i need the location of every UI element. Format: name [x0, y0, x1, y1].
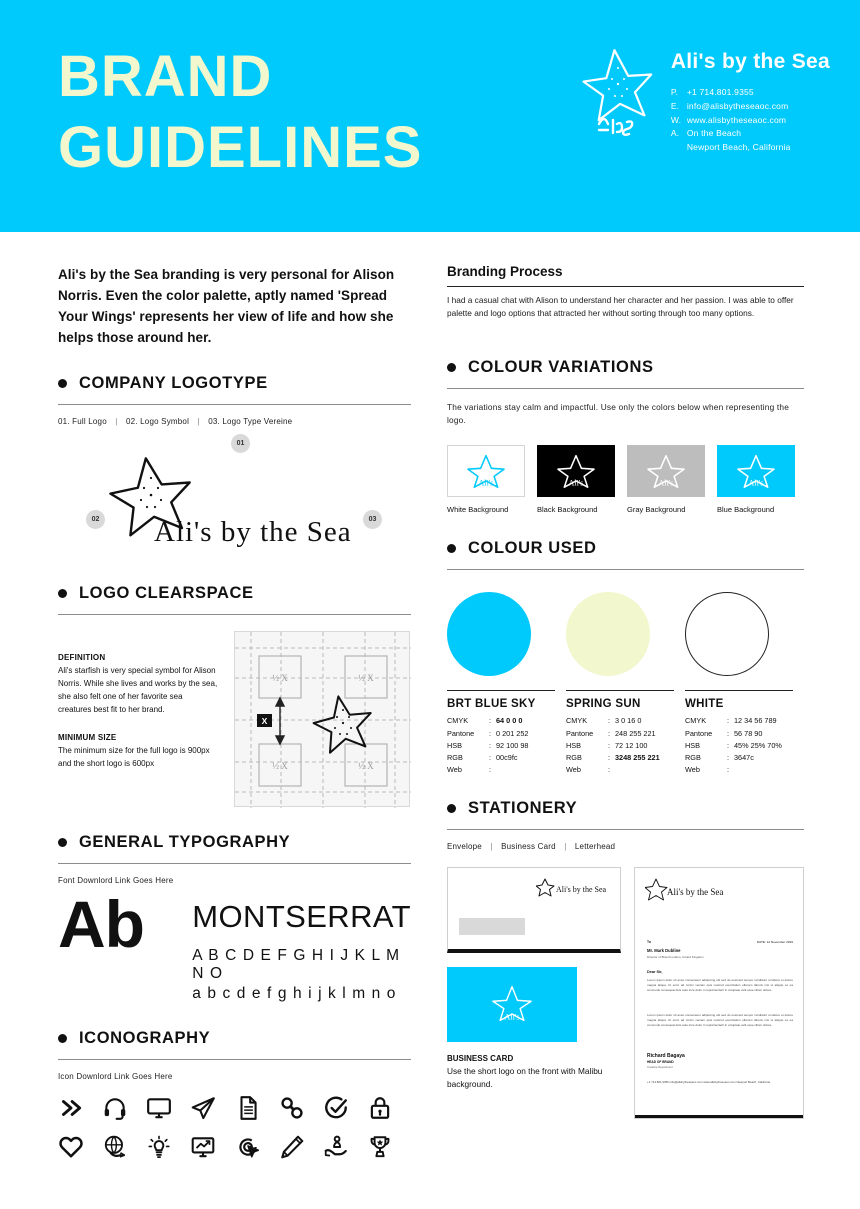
colour-spec-row: [447, 728, 566, 740]
contact-value: Newport Beach, California: [686, 142, 791, 153]
swatch-gray-background[interactable]: [627, 445, 705, 514]
clearspace-diagram: [234, 631, 410, 807]
bullet-dot-icon: [447, 363, 456, 372]
contact-value: +1 714.801.9355: [686, 87, 754, 97]
spec-colon: :: [727, 728, 730, 738]
colour-divider: [566, 690, 674, 691]
svg-text:½ X: ½ X: [272, 761, 288, 772]
minimum-size-heading: MINIMUM SIZE: [58, 733, 117, 742]
pencil-icon[interactable]: [279, 1134, 323, 1160]
alphabet-uppercase: A B C D E F G H I J K L M N O: [192, 947, 401, 983]
colour-spec-row: [566, 715, 685, 727]
spec-colon: :: [608, 728, 611, 738]
section-divider: [58, 614, 411, 615]
svg-text:Ali's: Ali's: [568, 478, 584, 488]
section-header: [58, 584, 411, 603]
colour-spec-row: [447, 752, 566, 764]
bullet-dot-icon: [58, 379, 67, 388]
full-logo: [106, 450, 396, 550]
swatch-label: Gray Background: [627, 505, 686, 515]
svg-text:Ali's by the Sea: Ali's by the Sea: [154, 516, 352, 549]
letterhead-signature-role: HEAD OF BRAND: [647, 1059, 674, 1064]
stationery-item-envelope: Envelope: [447, 841, 482, 851]
swatch-preview: [447, 445, 525, 497]
colour-used-row: [447, 586, 804, 776]
section-title: GENERAL TYPOGRAPHY: [79, 833, 291, 852]
branding-process-divider: [447, 286, 804, 287]
headset-icon[interactable]: [102, 1095, 146, 1121]
section-title: COMPANY LOGOTYPE: [79, 374, 268, 393]
spec-colon: :: [727, 716, 730, 726]
letterhead-date: DATE: 12 November 2019: [756, 939, 793, 944]
spec-value: 12 34 56 789: [734, 716, 777, 726]
spec-colon: :: [489, 740, 492, 750]
svg-text:Ali's: Ali's: [504, 1012, 520, 1022]
svg-text:Ali's: Ali's: [478, 478, 494, 488]
bullet-dot-icon: [447, 544, 456, 553]
letterhead-signature-name: Richard Bagaya: [647, 1052, 685, 1059]
contact-item: [671, 141, 830, 155]
spec-value: 64 0 0 0: [496, 716, 523, 726]
type-sample-ab: Ab: [58, 887, 144, 962]
lightbulb-icon[interactable]: [146, 1134, 190, 1160]
colour-spec-row: [566, 728, 685, 740]
swatch-label: Blue Background: [717, 505, 775, 515]
colour-name: WHITE: [685, 698, 724, 711]
spec-key: RGB: [566, 753, 582, 763]
document-icon[interactable]: [235, 1095, 279, 1121]
swatch-row: [447, 445, 804, 514]
colour-circle-wrap: [566, 586, 685, 682]
separator: |: [197, 417, 200, 427]
colour-circle-wrap: [685, 586, 804, 682]
spec-key: Pantone: [447, 728, 475, 738]
business-card-heading: BUSINESS CARD: [447, 1053, 514, 1063]
branding-process-body: I had a casual chat with Alison to understand her character and her passion. I was able to offer palette and logo options that attracted her without sorting through too many options.: [447, 295, 794, 319]
contact-item: [671, 114, 830, 128]
spec-colon: :: [608, 740, 611, 750]
font-download-link[interactable]: Font Downlord Link Goes Here: [58, 876, 174, 886]
separator: |: [490, 841, 493, 851]
colour-swatch-circle: [447, 592, 531, 676]
spec-value: 3 0 16 0: [615, 716, 642, 726]
monitor-icon[interactable]: [146, 1095, 190, 1121]
spec-key: CMYK: [447, 716, 469, 726]
contact-key: A.: [670, 128, 680, 139]
contact-item: [671, 100, 830, 114]
hand-person-icon[interactable]: [323, 1134, 367, 1160]
spec-key: HSB: [566, 740, 582, 750]
logo-badge-03: 03: [363, 510, 382, 529]
bullet-dot-icon: [58, 838, 67, 847]
section-iconography: [58, 1029, 411, 1160]
minimum-size-body: The minimum size for the full logo is 900px and the short logo is 600px: [58, 746, 210, 768]
swatch-black-background[interactable]: [537, 445, 615, 514]
definition-heading: DEFINITION: [58, 653, 106, 663]
lock-icon[interactable]: [367, 1095, 411, 1121]
spacer: [58, 717, 218, 733]
spec-colon: :: [489, 728, 492, 738]
logotype-items: [58, 417, 411, 426]
icon-grid: [58, 1095, 411, 1160]
stationery-previews: [447, 867, 804, 1119]
svg-text:½ X: ½ X: [358, 761, 374, 772]
logo-badge-01: 01: [231, 434, 250, 453]
logotype-item-2: 02. Logo Symbol: [126, 417, 190, 427]
definition-body: Ali's starfish is very special symbol for Alison Norris. While she lives and works by the sea, she also felt one of her favorite sea creatures best fit to her brand.: [58, 666, 218, 715]
colour-name: BRT BLUE SKY: [447, 698, 536, 711]
clearspace-text: [58, 631, 218, 807]
spec-value: 72 12 100: [615, 740, 648, 750]
spec-value: 45% 25% 70%: [734, 740, 782, 750]
contact-item: [671, 86, 830, 100]
swatch-white-background[interactable]: [447, 445, 525, 514]
letterhead-contact: +1 714.801.9355 info@alisbytheseaoc.com www.alisbytheseaoc.com Newport Beach, California: [647, 1079, 771, 1084]
spec-value: 92 100 98: [496, 740, 529, 750]
colour-spec-row: [447, 740, 566, 752]
contact-key: W.: [670, 114, 682, 125]
section-header: [447, 799, 804, 818]
spec-colon: :: [727, 765, 730, 775]
spec-colon: :: [489, 753, 492, 763]
svg-text:½ X: ½ X: [358, 673, 374, 684]
section-divider: [447, 388, 804, 389]
letterhead-recipient: Mr. Mark Dubline: [647, 947, 681, 953]
separator: |: [115, 417, 118, 427]
intro-paragraph: Ali's by the Sea branding is very personal for Alison Norris. Even the color palette, aptly named 'Spread Your Wings' represents her view of life and how she helps those around her.: [58, 267, 395, 346]
letterhead-logo: [645, 877, 731, 903]
business-card-body: Use the short logo on the front with Malibu background.: [447, 1065, 603, 1089]
section-header: [58, 833, 411, 852]
swatch-blue-background[interactable]: [717, 445, 795, 514]
section-header: [58, 374, 411, 393]
spec-key: Web: [566, 765, 581, 775]
contact-key: E.: [670, 100, 680, 111]
swatch-preview: [627, 445, 705, 497]
letterhead-signature-sub: Creative Department: [647, 1064, 673, 1069]
spec-colon: :: [489, 716, 492, 726]
contact-value[interactable]: info@alisbytheseaoc.com: [686, 100, 789, 111]
colour-spec-row: [566, 752, 685, 764]
starfish-logo-icon: [579, 44, 657, 144]
section-title: ICONOGRAPHY: [79, 1029, 211, 1048]
spec-key: CMYK: [566, 716, 588, 726]
colour-spec-row: [685, 715, 804, 727]
letterhead-salutation: Dear Sir,: [647, 969, 663, 974]
colour-spec-row: [685, 752, 804, 764]
contact-key: P.: [670, 87, 679, 97]
bullet-dot-icon: [58, 589, 67, 598]
section-company-logotype: [58, 374, 411, 558]
icon-download-link[interactable]: Icon Downlord Link Goes Here: [58, 1072, 173, 1082]
spec-colon: :: [727, 740, 730, 750]
typography-specimen: [58, 887, 411, 1003]
colour-swatch-circle: [685, 592, 769, 676]
type-details: [192, 893, 411, 1003]
colour-spec-row: [685, 764, 804, 776]
spec-value: 56 78 90: [734, 728, 763, 738]
colour-divider: [447, 690, 555, 691]
clearspace-content: [58, 631, 411, 807]
colour-spec-row: [685, 740, 804, 752]
svg-text:X: X: [261, 716, 268, 727]
spec-colon: :: [608, 765, 611, 775]
target-cursor-icon[interactable]: [235, 1134, 279, 1160]
bullet-dot-icon: [58, 1034, 67, 1043]
spec-key: RGB: [447, 753, 463, 763]
colour-spec-row: [447, 715, 566, 727]
section-colour-variations: [447, 358, 804, 515]
section-header: [58, 1029, 411, 1048]
contact-key: [671, 141, 682, 155]
logo-badge-02: 02: [86, 510, 105, 529]
double-chevron-right-icon[interactable]: [58, 1095, 102, 1121]
spec-value: 3647c: [734, 753, 754, 763]
spec-value: 0 201 252: [496, 728, 529, 738]
colour-column-spring-sun: [566, 586, 685, 776]
envelope-logo: [536, 877, 610, 899]
chart-monitor-icon[interactable]: [190, 1134, 234, 1160]
section-divider: [58, 404, 411, 405]
letterhead-paragraph: Lorem ipsum dolor sit amet consectetur adipiscing elit sed do eiusmod tempor incididunt ut labore et dolore magna aliqua. Ut enim ad minim veniam quis nostrud exercitation ullamco laboris nisi ut aliquip ex ea commodo consequat duis aute irure dolor in reprehenderit in voluptate velit esse cillum dolore.: [647, 1012, 793, 1028]
spec-key: Web: [447, 765, 462, 775]
section-title: LOGO CLEARSPACE: [79, 584, 254, 603]
spec-colon: :: [608, 753, 611, 763]
spec-value: 248 255 221: [615, 728, 656, 738]
section-title: STATIONERY: [468, 798, 578, 817]
separator: |: [564, 841, 567, 851]
spec-key: Pantone: [685, 728, 713, 738]
paper-plane-icon[interactable]: [190, 1095, 234, 1121]
contact-list: [671, 86, 830, 155]
spec-key: CMYK: [685, 716, 707, 726]
spec-value: 3248 255 221: [615, 753, 660, 763]
stationery-item-letterhead: Letterhead: [574, 841, 616, 851]
section-colour-used: [447, 539, 804, 776]
stationery-items: [447, 842, 804, 851]
section-divider: [447, 829, 804, 830]
bullet-dot-icon: [447, 804, 456, 813]
stationery-left: [447, 867, 621, 1119]
section-title: COLOUR USED: [468, 539, 597, 558]
globe-hand-icon[interactable]: [102, 1134, 146, 1160]
colour-spec-table: [685, 715, 804, 776]
page-header: [0, 0, 860, 232]
spec-colon: :: [608, 716, 611, 726]
swatch-label: White Background: [447, 505, 509, 515]
svg-text:Ali's by the Sea: Ali's by the Sea: [667, 886, 724, 897]
letterhead-preview: [634, 867, 804, 1119]
spec-key: Pantone: [566, 728, 594, 738]
swatch-preview: [717, 445, 795, 497]
envelope-address-block: [459, 918, 525, 935]
company-name: Ali's by the Sea: [670, 50, 830, 73]
contact-value: On the Beach: [686, 128, 742, 139]
branding-process-block: [447, 264, 804, 321]
colour-spec-row: [447, 764, 566, 776]
section-stationery: [447, 799, 804, 1119]
svg-text:Ali's: Ali's: [748, 478, 764, 488]
spec-colon: :: [489, 765, 492, 775]
swatch-preview: [537, 445, 615, 497]
link-icon[interactable]: [279, 1095, 323, 1121]
section-logo-clearspace: [58, 584, 411, 807]
spec-value: 00c9fc: [496, 753, 518, 763]
section-header: [447, 358, 804, 377]
letterhead-recipient-sub: Director of Brand London, United Kingdom: [647, 954, 704, 959]
contact-value[interactable]: www.alisbytheseaoc.com: [686, 114, 787, 125]
colour-variations-description: The variations stay calm and impactful. Use only the colors below when representing the logo.: [447, 401, 790, 426]
logotype-item-1: 01. Full Logo: [58, 417, 107, 427]
spec-key: RGB: [685, 753, 701, 763]
contact-item: [671, 127, 830, 141]
colour-spec-row: [685, 728, 804, 740]
right-column: [447, 232, 804, 1119]
section-title: COLOUR VARIATIONS: [468, 357, 654, 376]
section-divider: [58, 1059, 411, 1060]
stationery-item-business-card: Business Card: [501, 841, 556, 851]
section-divider: [58, 863, 411, 864]
business-card-caption: [447, 1054, 621, 1091]
swatch-label: Black Background: [537, 505, 598, 515]
logo-showcase: [58, 440, 411, 558]
logotype-item-3: 03. Logo Type Vereine: [208, 417, 293, 427]
svg-text:Ali's by the Sea: Ali's by the Sea: [556, 884, 607, 894]
header-brand-block: [579, 44, 830, 155]
section-general-typography: [58, 833, 411, 1003]
colour-column-white: [685, 586, 804, 776]
page-title-line1: BRAND: [58, 44, 273, 109]
spec-key: HSB: [447, 740, 463, 750]
letterhead-bottom-rule: [635, 1115, 803, 1118]
svg-text:½ X: ½ X: [272, 673, 288, 684]
section-header: [447, 539, 804, 558]
branding-process-title: Branding Process: [447, 264, 563, 279]
spec-colon: :: [727, 753, 730, 763]
colour-spec-row: [566, 740, 685, 752]
envelope-preview: [447, 867, 621, 953]
page-title-line2: GUIDELINES: [58, 114, 423, 180]
colour-spec-table: [447, 715, 566, 776]
check-circle-icon[interactable]: [323, 1095, 367, 1121]
colour-circle-wrap: [447, 586, 566, 682]
colour-spec-table: [566, 715, 685, 776]
business-card-preview: [447, 967, 577, 1042]
colour-name: SPRING SUN: [566, 698, 641, 711]
letterhead-paragraph: Lorem ipsum dolor sit amet consectetur adipiscing elit sed do eiusmod tempor incididunt ut labore et dolore magna aliqua. Ut enim ad minim veniam quis nostrud exercitation ullamco laboris nisi ut aliquip ex ea commodo consequat duis aute irure dolor in reprehenderit in voluptate velit esse cillum dolore.: [647, 977, 793, 993]
font-name: MONTSERRAT: [192, 899, 411, 935]
svg-text:Ali's: Ali's: [658, 478, 674, 488]
colour-column-brt-blue-sky: [447, 586, 566, 776]
alphabet-lowercase: a b c d e f g h i j k l m n o: [192, 985, 397, 1003]
colour-spec-row: [566, 764, 685, 776]
section-divider: [447, 569, 804, 570]
letterhead-to-label: To: [647, 939, 651, 944]
left-column: [58, 232, 411, 1160]
colour-divider: [685, 690, 793, 691]
spec-key: HSB: [685, 740, 701, 750]
page-title: [58, 42, 423, 184]
heart-icon[interactable]: [58, 1134, 102, 1160]
header-contact-block: [671, 44, 830, 155]
colour-swatch-circle: [566, 592, 650, 676]
spec-key: Web: [685, 765, 700, 775]
trophy-icon[interactable]: [367, 1134, 411, 1160]
